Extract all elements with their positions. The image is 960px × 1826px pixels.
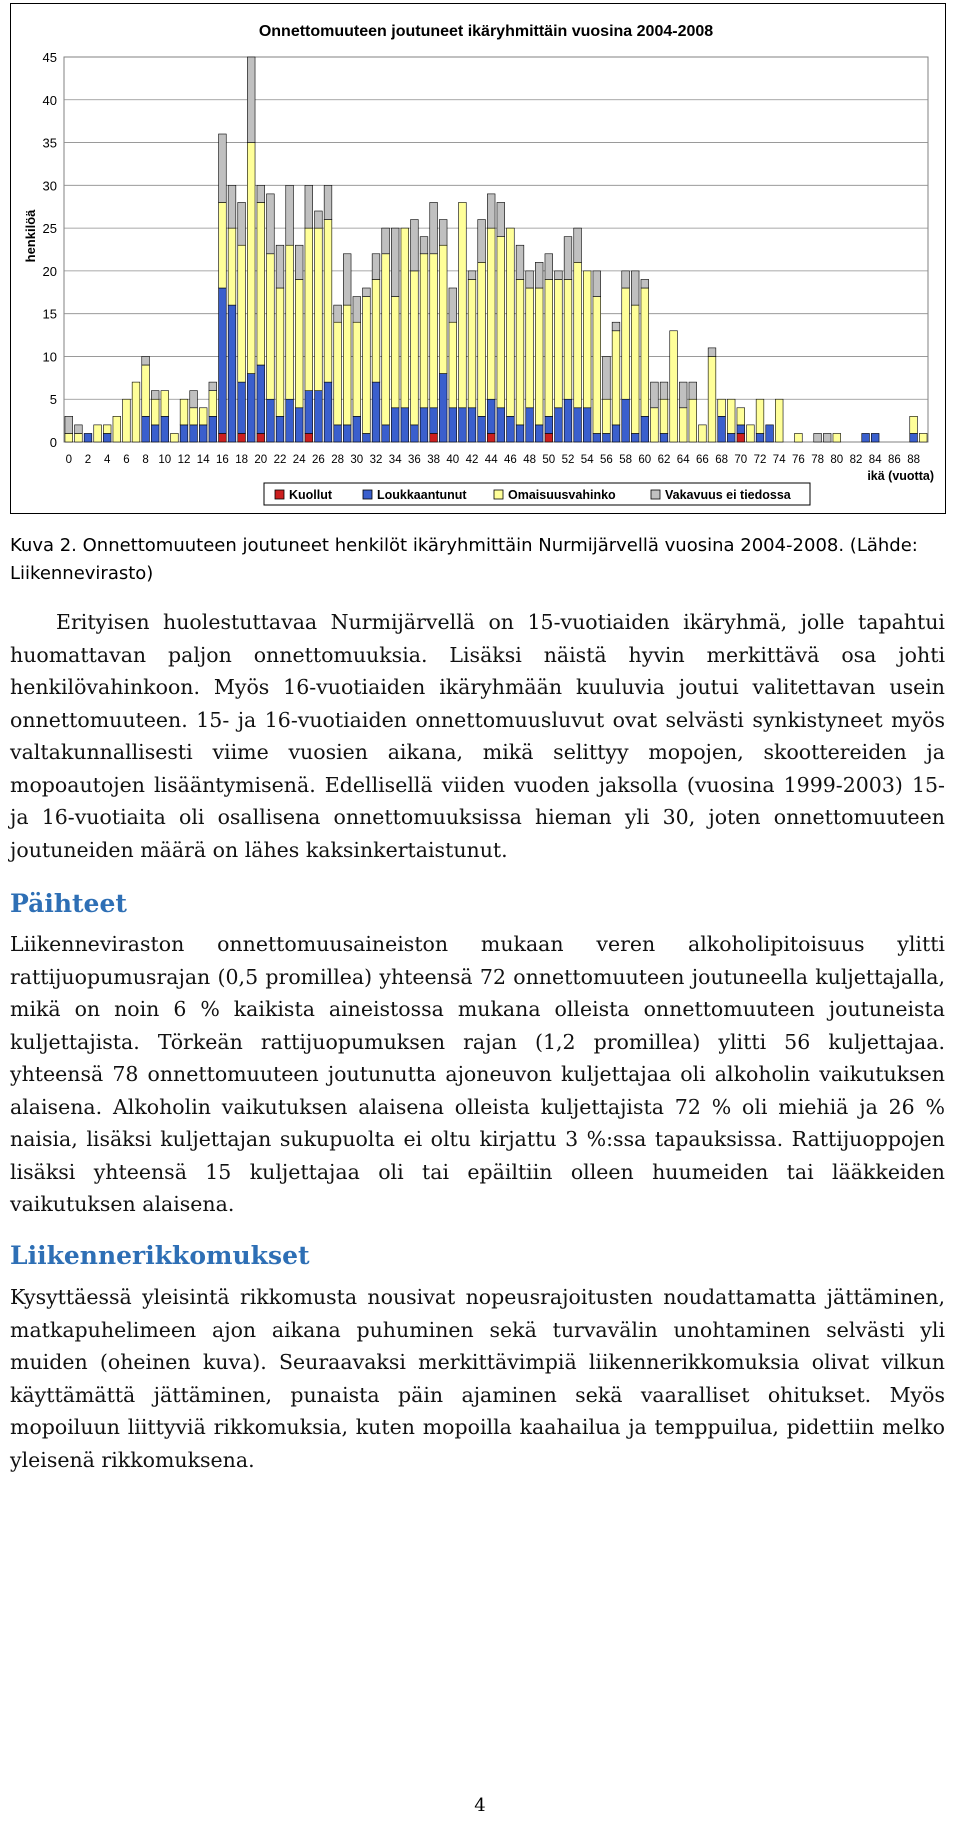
bar-segment [363, 297, 371, 434]
chart-title: Onnettomuuteen joutuneet ikäryhmittäin vuosina 2004-2008 [258, 23, 714, 40]
bar-segment [94, 425, 102, 442]
bar-segment [555, 271, 563, 280]
bar-segment [295, 279, 303, 407]
x-tick-label: 54 [580, 454, 594, 466]
bar-segment [228, 305, 236, 442]
bar-segment [132, 382, 140, 442]
bar-segment [247, 374, 255, 442]
x-tick-label: 72 [753, 454, 767, 466]
bar-segment [660, 433, 668, 442]
bar-segment [564, 399, 572, 442]
bar-segment [103, 425, 111, 434]
bar-segment [142, 365, 150, 416]
x-tick-label: 66 [696, 454, 709, 466]
bar-segment [420, 237, 428, 254]
bar-segment [123, 399, 131, 442]
bar-segment [257, 433, 265, 442]
bar-segment [372, 254, 380, 280]
bar-segment [439, 220, 447, 246]
bar-segment [535, 262, 543, 288]
bar-segment [219, 134, 227, 202]
x-tick-label: 56 [600, 454, 613, 466]
plot-area [64, 57, 928, 442]
bar-segment [718, 416, 726, 442]
bar-segment [430, 202, 438, 253]
x-tick-label: 68 [715, 454, 728, 466]
bar-segment [910, 433, 918, 442]
x-tick-label: 12 [177, 454, 191, 466]
bar-segment [75, 425, 83, 434]
bar-segment [363, 433, 371, 442]
bar-segment [401, 228, 409, 408]
x-tick-label: 18 [235, 454, 248, 466]
bar-segment [151, 391, 159, 400]
bar-segment [679, 382, 687, 408]
bar-segment [430, 408, 438, 434]
y-tick-label: 25 [42, 221, 57, 237]
x-tick-label: 6 [123, 454, 130, 466]
x-tick-label: 82 [849, 454, 863, 466]
bar-segment [84, 433, 92, 442]
x-tick-label: 50 [542, 454, 556, 466]
legend-label: Loukkaantunut [377, 488, 467, 502]
bar-segment [334, 322, 342, 425]
bar-segment [631, 305, 639, 433]
bar-segment [180, 399, 188, 425]
bar-segment [382, 254, 390, 425]
bar-segment [276, 245, 284, 288]
x-tick-label: 86 [888, 454, 901, 466]
bar-segment [910, 416, 918, 433]
bar-segment [267, 194, 275, 254]
bar-segment [161, 416, 169, 442]
bar-segment [660, 399, 668, 433]
bar-segment [756, 433, 764, 442]
bar-segment [459, 408, 467, 442]
bar-segment [603, 399, 611, 433]
legend-swatch [494, 490, 503, 499]
bar-segment [747, 425, 755, 442]
bar-segment [286, 245, 294, 399]
bar-segment [651, 408, 659, 442]
x-tick-label: 46 [504, 454, 517, 466]
x-tick-label: 78 [811, 454, 824, 466]
x-tick-label: 38 [427, 454, 440, 466]
bar-segment [190, 425, 198, 442]
bar-segment [583, 408, 591, 442]
bar-segment [190, 408, 198, 425]
bar-segment [737, 433, 745, 442]
x-tick-label: 76 [792, 454, 805, 466]
bar-segment [382, 425, 390, 442]
bar-segment [391, 228, 399, 296]
x-tick-label: 14 [196, 454, 210, 466]
bar-segment [641, 288, 649, 416]
bar-segment [478, 416, 486, 442]
bar-segment [535, 425, 543, 442]
bar-segment [411, 425, 419, 442]
bar-segment [343, 254, 351, 305]
bar-segment [622, 399, 630, 442]
x-tick-label: 32 [369, 454, 383, 466]
bar-segment [257, 365, 265, 433]
page-number: 4 [474, 1795, 486, 1816]
bar-segment [574, 228, 582, 262]
bar-segment [651, 382, 659, 408]
figure-caption: Kuva 2. Onnettomuuteen joutuneet henkilöt ikäryhmittäin Nurmijärvellä vuosina 2004-2008. (Lähde: Liikennevirasto) [10, 535, 918, 584]
bar-segment [679, 408, 687, 442]
bar-segment [708, 356, 716, 442]
bar-segment [343, 425, 351, 442]
bar-segment [267, 254, 275, 399]
bar-segment [142, 356, 150, 365]
bar-segment [545, 254, 553, 280]
legend-label: Kuollut [289, 488, 333, 502]
bar-segment [795, 433, 803, 442]
bar-segment [622, 271, 630, 288]
bar-segment [238, 202, 246, 245]
x-tick-label: 34 [388, 454, 402, 466]
bar-segment [814, 433, 822, 442]
bar-segment [295, 245, 303, 279]
bar-segment [919, 433, 927, 442]
bar-segment [151, 425, 159, 442]
bar-segment [247, 143, 255, 374]
bar-segment [103, 433, 111, 442]
bar-segment [209, 382, 217, 391]
y-tick-label: 40 [42, 92, 57, 108]
y-tick-label: 15 [42, 306, 57, 322]
bar-segment [65, 416, 73, 433]
y-tick-label: 30 [42, 178, 57, 194]
bar-segment [353, 416, 361, 442]
bar-segment [507, 416, 515, 442]
y-tick-label: 5 [49, 392, 57, 408]
x-tick-label: 84 [868, 454, 882, 466]
x-tick-label: 52 [561, 454, 575, 466]
bar-segment [324, 220, 332, 383]
bar-segment [305, 391, 313, 434]
bar-segment [612, 322, 620, 331]
bar-segment [670, 331, 678, 442]
bar-segment [699, 425, 707, 442]
bar-segment [238, 245, 246, 382]
bar-segment [555, 408, 563, 442]
x-tick-label: 40 [446, 454, 460, 466]
bar-segment [430, 433, 438, 442]
bar-segment [718, 399, 726, 416]
x-tick-label: 0 [65, 454, 73, 466]
bar-segment [459, 202, 467, 407]
bar-segment [545, 416, 553, 433]
bar-segment [823, 433, 831, 442]
bar-segment [516, 425, 524, 442]
bar-segment [391, 297, 399, 408]
bar-segment [257, 185, 265, 202]
bar-segment [516, 279, 524, 424]
x-tick-label: 4 [103, 454, 111, 466]
legend-label: Vakavuus ei tiedossa [665, 488, 791, 502]
bar-segment [430, 254, 438, 408]
bar-segment [756, 399, 764, 433]
legend-label: Omaisuusvahinko [508, 488, 616, 502]
bar-segment [871, 433, 879, 442]
bar-segment [689, 382, 697, 399]
bar-segment [161, 391, 169, 417]
bar-segment [401, 408, 409, 442]
bar-segment [468, 271, 476, 280]
bar-segment [439, 374, 447, 442]
bar-segment [411, 220, 419, 271]
legend-swatch [651, 490, 660, 499]
bar-segment [449, 322, 457, 408]
x-tick-label: 2 [84, 454, 92, 466]
bar-segment [276, 288, 284, 416]
bar-segment [382, 228, 390, 254]
bar-segment [593, 433, 601, 442]
bar-segment [535, 288, 543, 425]
bar-segment [708, 348, 716, 357]
bar-segment [228, 185, 236, 228]
y-tick-label: 45 [42, 50, 57, 65]
bar-segment [487, 194, 495, 228]
bar-segment [295, 408, 303, 442]
bar-segment [555, 279, 563, 407]
x-tick-label: 64 [676, 454, 690, 466]
y-tick-label: 20 [42, 263, 57, 279]
bar-segment [775, 399, 783, 442]
x-tick-label: 28 [331, 454, 344, 466]
bar-segment [497, 237, 505, 408]
bar-segment [420, 408, 428, 442]
bar-segment [228, 228, 236, 305]
bar-segment [238, 382, 246, 433]
bar-segment [199, 408, 207, 425]
bar-segment [151, 399, 159, 425]
bar-segment [142, 416, 150, 442]
bar-segment [631, 433, 639, 442]
bar-segment [612, 425, 620, 442]
bar-segment [315, 228, 323, 391]
bar-segment [468, 408, 476, 442]
x-tick-label: 44 [484, 454, 498, 466]
x-tick-label: 60 [638, 454, 652, 466]
bar-segment [315, 391, 323, 442]
bar-segment [603, 356, 611, 399]
bar-segment [468, 279, 476, 407]
bar-segment [478, 262, 486, 416]
bar-segment [526, 288, 534, 408]
bar-segment [583, 271, 591, 408]
bar-segment [180, 425, 188, 442]
bar-segment [487, 433, 495, 442]
bar-segment [257, 202, 265, 365]
x-tick-label: 58 [619, 454, 632, 466]
bar-segment [727, 433, 735, 442]
bar-segment [334, 425, 342, 442]
bar-segment [497, 202, 505, 236]
bar-segment [631, 271, 639, 305]
bar-segment [574, 408, 582, 442]
x-tick-label: 88 [907, 454, 920, 466]
x-tick-label: 22 [273, 454, 287, 466]
bar-segment [487, 399, 495, 433]
bar-segment [564, 279, 572, 399]
bar-segment [334, 305, 342, 322]
bar-segment [353, 322, 361, 416]
bar-segment [209, 391, 217, 417]
x-tick-label: 70 [734, 454, 748, 466]
bar-segment [372, 279, 380, 382]
x-tick-label: 10 [158, 454, 172, 466]
bar-segment [372, 382, 380, 442]
x-tick-label: 62 [657, 454, 671, 466]
bar-segment [862, 433, 870, 442]
bar-segment [171, 433, 179, 442]
bar-segment [75, 433, 83, 442]
x-tick-label: 30 [350, 454, 364, 466]
bar-segment [190, 391, 198, 408]
bar-segment [343, 305, 351, 425]
bar-segment [439, 245, 447, 373]
bar-segment [267, 399, 275, 442]
y-tick-label: 35 [42, 135, 57, 151]
bar-segment [574, 262, 582, 407]
x-tick-label: 74 [772, 454, 786, 466]
legend-swatch [275, 490, 284, 499]
x-tick-label: 80 [830, 454, 844, 466]
bar-segment [526, 271, 534, 288]
bar-segment [603, 433, 611, 442]
bar-segment [564, 237, 572, 280]
y-tick-label: 0 [49, 435, 57, 450]
bar-segment [526, 408, 534, 442]
bar-segment [641, 279, 649, 288]
bar-segment [219, 433, 227, 442]
bar-segment [324, 185, 332, 219]
x-tick-label: 20 [254, 454, 268, 466]
paragraph-young-riders: Erityisen huolestuttavaa Nurmijärvellä on 15-vuotiaiden ikäryhmä, jolle tapahtui huomattavan paljon onnettomuuksia. Lisäksi näistä hyvin merkittävä osa johti henkilövahinkoon. Myös 16-vuotiaiden ikäryhmään kuuluvia joutui valitettavan usein onnettomuuteen. 15- ja 16-vuotiaiden onnettomuusluvut ovat selvästi synkistyneet myös valtakunnallisesti viime vuosien aikana, mikä selittyy mopojen, skoottereiden ja mopoautojen lisääntymisenä. Edellisellä viiden vuoden jaksolla (vuosina 1999-2003) 15- ja 16-vuotiaita oli osallisena onnettomuuksissa hieman yli 30, joten onnettomuuteen joutuneiden määrä on lähes kaksinkertaistunut. [10, 610, 945, 862]
bar-segment [737, 408, 745, 425]
bar-segment [286, 399, 294, 442]
bar-segment [363, 288, 371, 297]
bar-segment [497, 408, 505, 442]
x-tick-label: 24 [292, 454, 306, 466]
bar-segment [324, 382, 332, 442]
bar-segment [449, 408, 457, 442]
bar-segment [391, 408, 399, 442]
bar-segment [199, 425, 207, 442]
heading-traffic-violations: Liikennerikkomukset [10, 1241, 310, 1270]
bar-segment [305, 228, 313, 391]
bar-segment [766, 425, 774, 442]
bar-segment [305, 433, 313, 442]
bar-segment [411, 271, 419, 425]
bar-segment [276, 416, 284, 442]
bar-segment [305, 185, 313, 228]
paragraph-intoxicants: Liikenneviraston onnettomuusaineiston mukaan veren alkoholipitoisuus ylitti rattijuopumusrajan (0,5 promillea) yhteensä 72 onnettomuuteen joutuneella kuljettajalla, mikä on noin 6 % kaikista aineistossa mukana olleista onnettomuuteen joutuneista kuljettajista. Törkeän rattijuopumuksen rajan (1,2 promillea) ylitti 56 kuljettajaa. yhteensä 78 onnettomuuteen joutunutta ajoneuvon kuljettajaa oli alkoholin vaikutuksen alaisena. Alkoholin vaikutuksen alaisena olleista kuljettajista 72 % oli miehiä ja 26 % naisia, lisäksi kuljettajan sukupuolta ei oltu kirjattu 3 %:ssa tapauksissa. Rattijuoppojen lisäksi yhteensä 15 kuljettajaa oli tai epäiltiin olleen huumeiden tai lääkkeiden vaikutuksen alaisena. [10, 932, 945, 1216]
bar-segment [219, 288, 227, 433]
bar-segment [612, 331, 620, 425]
bar-segment [353, 297, 361, 323]
x-tick-label: 48 [523, 454, 536, 466]
bar-segment [545, 279, 553, 416]
x-tick-label: 8 [142, 454, 149, 466]
chart-frame [10, 3, 946, 514]
bar-segment [737, 425, 745, 434]
bar-segment [315, 211, 323, 228]
bar-segment [833, 433, 841, 442]
bar-segment [238, 433, 246, 442]
y-axis-label: henkilöä [23, 209, 38, 263]
bar-segment [449, 288, 457, 322]
bar-segment [593, 271, 601, 297]
x-tick-label: 26 [312, 454, 325, 466]
x-axis-label: ikä (vuotta) [867, 469, 934, 483]
bar-segment [420, 254, 428, 408]
bar-segment [727, 399, 735, 433]
bar-segment [507, 228, 515, 416]
bar-segment [641, 416, 649, 442]
bar-segment [593, 297, 601, 434]
x-tick-label: 16 [216, 454, 229, 466]
bar-segment [478, 220, 486, 263]
bar-segment [622, 288, 630, 399]
heading-intoxicants: Päihteet [10, 889, 127, 918]
bar-segment [286, 185, 294, 245]
bar-segment [545, 433, 553, 442]
bar-segment [487, 228, 495, 399]
x-tick-label: 42 [465, 454, 479, 466]
bar-segment [247, 57, 255, 143]
age-group-accident-chart [11, 4, 945, 513]
paragraph-traffic-violations: Kysyttäessä yleisintä rikkomusta nousivat nopeusrajoitusten noudattamatta jättäminen, matkapuhelimeen ajon aikana puhuminen sekä turvavälin unohtaminen selvästi yli muiden (oheinen kuva). Seuraavaksi merkittävimpiä liikennerikkomuksia olivat vilkun käyttämättä jättäminen, punaista päin ajaminen sekä vaaralliset ohitukset. Myös mopoiluun liittyviä rikkomuksia, kuten mopoilla kaahailua ja temppuilua, pidettiin melko yleisenä rikkomuksena. [10, 1285, 945, 1472]
bar-segment [113, 416, 121, 442]
bar-segment [219, 202, 227, 288]
legend-swatch [363, 490, 372, 499]
y-tick-label: 10 [42, 349, 57, 365]
bar-segment [516, 245, 524, 279]
bar-segment [660, 382, 668, 399]
x-tick-label: 36 [408, 454, 421, 466]
bar-segment [65, 433, 73, 442]
bar-segment [689, 399, 697, 442]
bar-segment [209, 416, 217, 442]
